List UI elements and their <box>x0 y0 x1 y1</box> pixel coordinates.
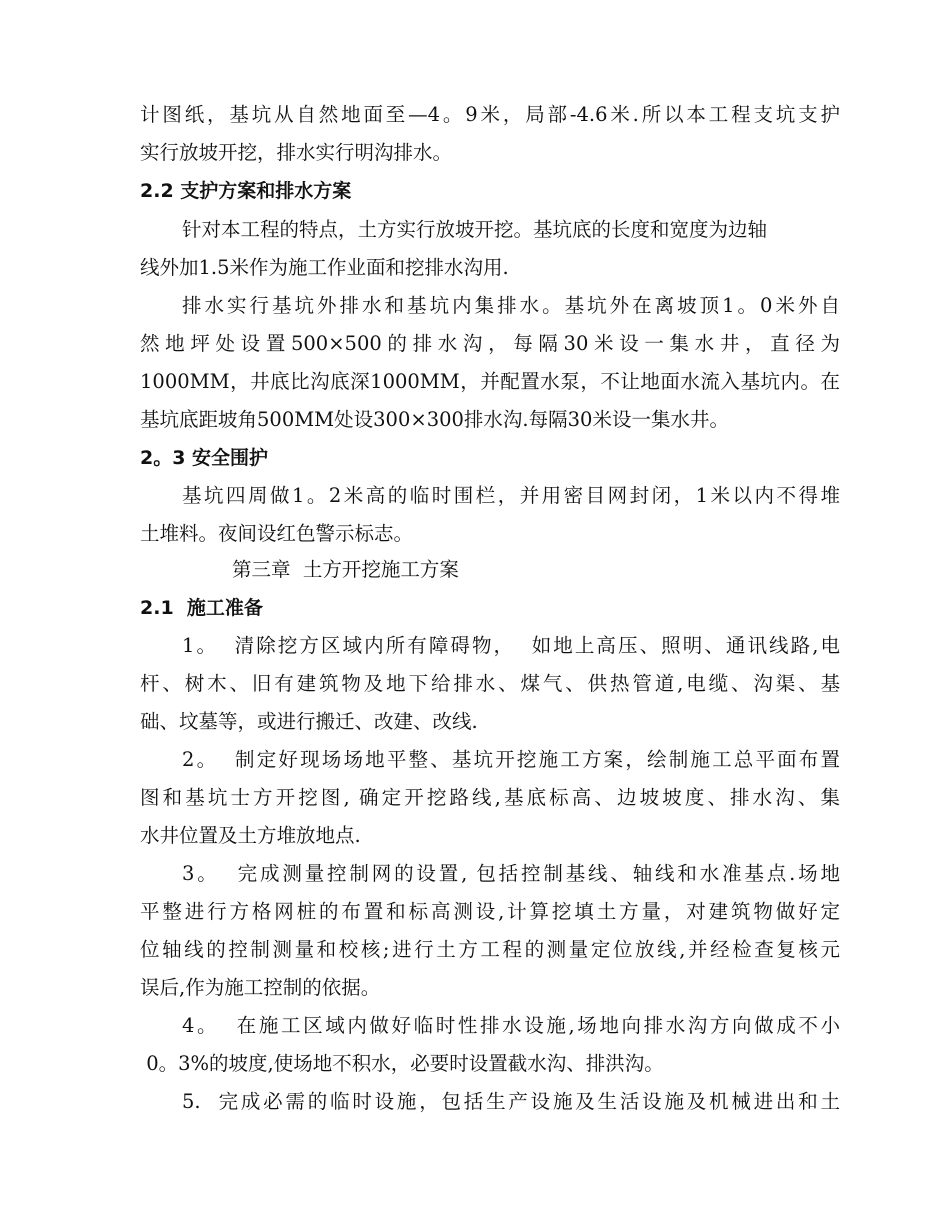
list-item-line: 2。 制定好现场场地平整、基坑开挖施工方案，绘制施工总平面布置 <box>182 748 840 771</box>
list-item-line: 0。3%的坡度,使场地不积水，必要时设置截水沟、排洪沟。 <box>140 1052 664 1075</box>
paragraph-line: 排水实行基坑外排水和基坑内集排水。基坑外在离坡顶1。0米外自 <box>182 294 840 317</box>
list-item-line: 图和基坑士方开挖图, 确定开挖路线,基底标高、边坡坡度、排水沟、集 <box>140 786 840 809</box>
list-item-line: 平整进行方格网桩的布置和标高测设,计算挖填土方量，对建筑物做好定 <box>140 900 840 923</box>
section-heading-2-3: 2。3 安全围护 <box>140 447 269 469</box>
chapter-title: 第三章 土方开挖施工方案 <box>232 558 459 581</box>
list-item-line: 4。 在施工区域内做好临时性排水设施,场地向排水沟方向做成不小 <box>182 1014 840 1037</box>
section-heading-2-2: 2.2 支护方案和排水方案 <box>140 180 352 202</box>
paragraph-line: 线外加1.5米作为施工作业面和挖排水沟用. <box>140 256 509 279</box>
paragraph-line: 土堆料。夜间设红色警示标志。 <box>140 522 414 545</box>
list-item-line: 5. 完成必需的临时设施，包括生产设施及生活设施及机械进出和土 <box>182 1090 840 1113</box>
list-item-line: 1。 清除挖方区域内所有障碍物， 如地上高压、照明、通讯线路,电 <box>182 634 840 657</box>
paragraph-line: 1000MM，井底比沟底深1000MM，并配置水泵，不让地面水流入基坑内。在 <box>140 370 840 393</box>
list-item-line: 误后,作为施工控制的依据。 <box>140 976 381 999</box>
paragraph-line: 针对本工程的特点，土方实行放坡开挖。基坑底的长度和宽度为边轴 <box>182 218 768 241</box>
list-item-line: 杆、树木、旧有建筑物及地下给排水、煤气、供热管道,电缆、沟渠、基 <box>140 672 840 695</box>
paragraph-line: 计图纸，基坑从自然地面至—4。9米，局部-4.6米.所以本工程支坑支护 <box>140 103 840 126</box>
list-item-line: 位轴线的控制测量和校核;进行土方工程的测量定位放线,并经检查复核元 <box>140 938 840 961</box>
paragraph-line: 实行放坡开挖，排水实行明沟排水。 <box>140 141 453 164</box>
paragraph-line: 然地坪处设置500×500的排水沟，每隔30米设一集水井，直径为 <box>140 332 840 355</box>
paragraph-line: 基坑四周做1。2米高的临时围栏，并用密目网封闭，1米以内不得堆 <box>182 484 840 507</box>
list-item-line: 3。 完成测量控制网的设置, 包括控制基线、轴线和水准基点.场地 <box>182 862 840 885</box>
list-item-line: 础、坟墓等，或进行搬迁、改建、改线. <box>140 710 478 733</box>
paragraph-line: 基坑底距坡角500MM处设300×300排水沟.每隔30米设一集水井。 <box>140 408 729 431</box>
list-item-line: 水井位置及土方堆放地点. <box>140 824 361 847</box>
section-heading-2-1: 2.1 施工准备 <box>140 597 263 619</box>
